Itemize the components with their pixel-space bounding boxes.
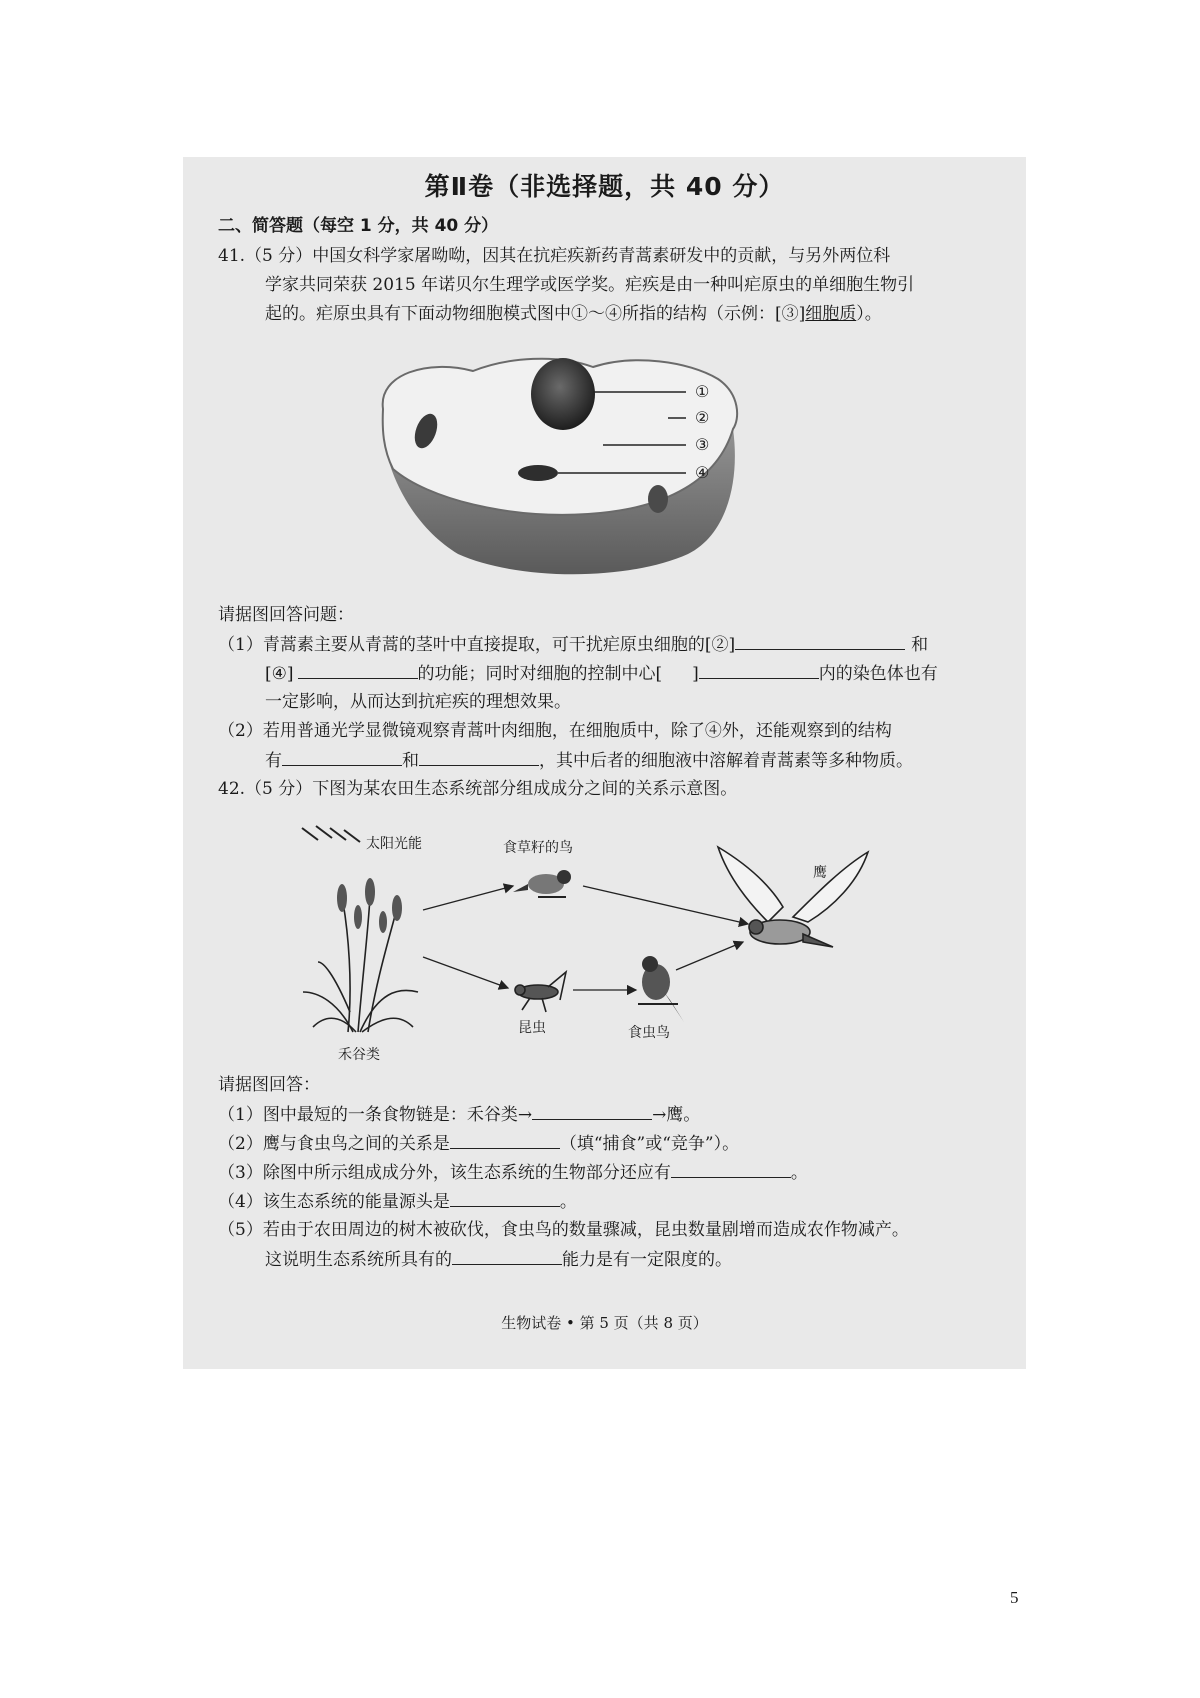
cell-label-1: ① (695, 382, 710, 401)
q42-sub4: （4）该生态系统的能量源头是 。 (218, 1192, 577, 1212)
q42-sub2: （2）鹰与食虫鸟之间的关系是 （填“捕食”或“竞争”）。 (218, 1134, 740, 1154)
q41-text-line-3: 起的。疟原虫具有下面动物细胞模式图中①～④所指的结构（示例：[③]细胞质）。 (265, 304, 882, 324)
q41-prompt: 请据图回答问题： (218, 605, 354, 625)
q41-sub1-line1: （1）青蒿素主要从青蒿的茎叶中直接提取，可干扰疟原虫细胞的[②] 和 (218, 635, 929, 655)
answer-blank[interactable] (450, 1132, 560, 1149)
label-grain: 禾谷类 (338, 1047, 380, 1063)
answer-blank[interactable] (450, 1190, 560, 1207)
q42-sub1: （1）图中最短的一条食物链是：禾谷类→ →鹰。 (218, 1105, 701, 1125)
organelle-shape (648, 485, 668, 513)
label-seed-bird: 食草籽的鸟 (503, 840, 573, 856)
scanned-exam-page (183, 157, 1026, 1369)
q42-prompt: 请据图回答： (218, 1075, 320, 1095)
q41-sub2-line2: 有 和 ，其中后者的细胞液中溶解着青蒿素等多种物质。 (265, 751, 913, 771)
answer-blank[interactable] (452, 1248, 562, 1265)
q42-sub5-line2: 这说明生态系统所具有的 能力是有一定限度的。 (265, 1250, 732, 1270)
arrow-seedbird-to-hawk (583, 886, 748, 924)
q41-sub2-line1: （2）若用普通光学显微镜观察青蒿叶肉细胞，在细胞质中，除了④外，还能观察到的结构 (218, 721, 892, 741)
q41-text-line-2: 学家共同荣获 2015 年诺贝尔生理学或医学奖。疟疾是由一种叫疟原虫的单细胞生物引 (265, 275, 915, 295)
label-insect: 昆虫 (518, 1020, 546, 1036)
answer-blank[interactable] (699, 662, 819, 679)
cell-label-3: ③ (695, 435, 710, 454)
arrow-insectbird-to-hawk (676, 942, 743, 970)
page-title: 第Ⅱ卷（非选择题，共 40 分） (424, 172, 785, 201)
label-insect-bird: 食虫鸟 (628, 1025, 670, 1041)
q41-sub1-line3: 一定影响，从而达到抗疟疾的理想效果。 (265, 692, 571, 712)
answer-blank[interactable] (282, 749, 402, 766)
example-answer: 细胞质 (805, 304, 857, 324)
answer-blank[interactable] (298, 662, 418, 679)
q42-sub3: （3）除图中所示组成成分外，该生态系统的生物部分还应有 。 (218, 1163, 808, 1183)
arrow-grain-to-seedbird (423, 886, 513, 910)
insect-icon (515, 972, 566, 1012)
answer-blank[interactable] (419, 749, 539, 766)
arrow-grain-to-insect (423, 957, 508, 988)
answer-blank-bracket[interactable] (662, 663, 692, 679)
organelle-shape (518, 465, 558, 481)
label-sunlight: 太阳光能 (366, 836, 422, 852)
cell-label-2: ② (695, 408, 710, 427)
insect-eating-bird-icon (638, 956, 684, 1022)
answer-blank[interactable] (532, 1103, 652, 1120)
seed-eating-bird-icon (513, 870, 571, 897)
ecosystem-figure (298, 822, 888, 1047)
answer-blank[interactable] (671, 1161, 791, 1178)
label-hawk: 鹰 (813, 865, 827, 881)
answer-blank[interactable] (735, 633, 905, 650)
sunlight-rays-icon (302, 826, 360, 842)
animal-cell-figure (368, 349, 788, 579)
q42-text-line-1: 42.（5 分）下图为某农田生态系统部分组成成分之间的关系示意图。 (218, 779, 738, 799)
q41-text-line-1: 41.（5 分）中国女科学家屠呦呦，因其在抗疟疾新药青蒿素研发中的贡献，与另外两位科 (218, 246, 891, 266)
cell-label-4: ④ (695, 463, 710, 482)
page-number: 5 (1010, 1588, 1019, 1607)
hawk-icon (718, 847, 868, 947)
page-footer: 生物试卷 • 第 5 页（共 8 页） (501, 1314, 708, 1332)
section-heading: 二、简答题（每空 1 分，共 40 分） (218, 216, 499, 236)
q41-sub1-line2: [④] 的功能；同时对细胞的控制中心[ ] 内的染色体也有 (265, 664, 938, 684)
q42-sub5-line1: （5）若由于农田周边的树木被砍伐，食虫鸟的数量骤减，昆虫数量剧增而造成农作物减产。 (218, 1220, 909, 1240)
nucleus-shape (531, 358, 595, 430)
